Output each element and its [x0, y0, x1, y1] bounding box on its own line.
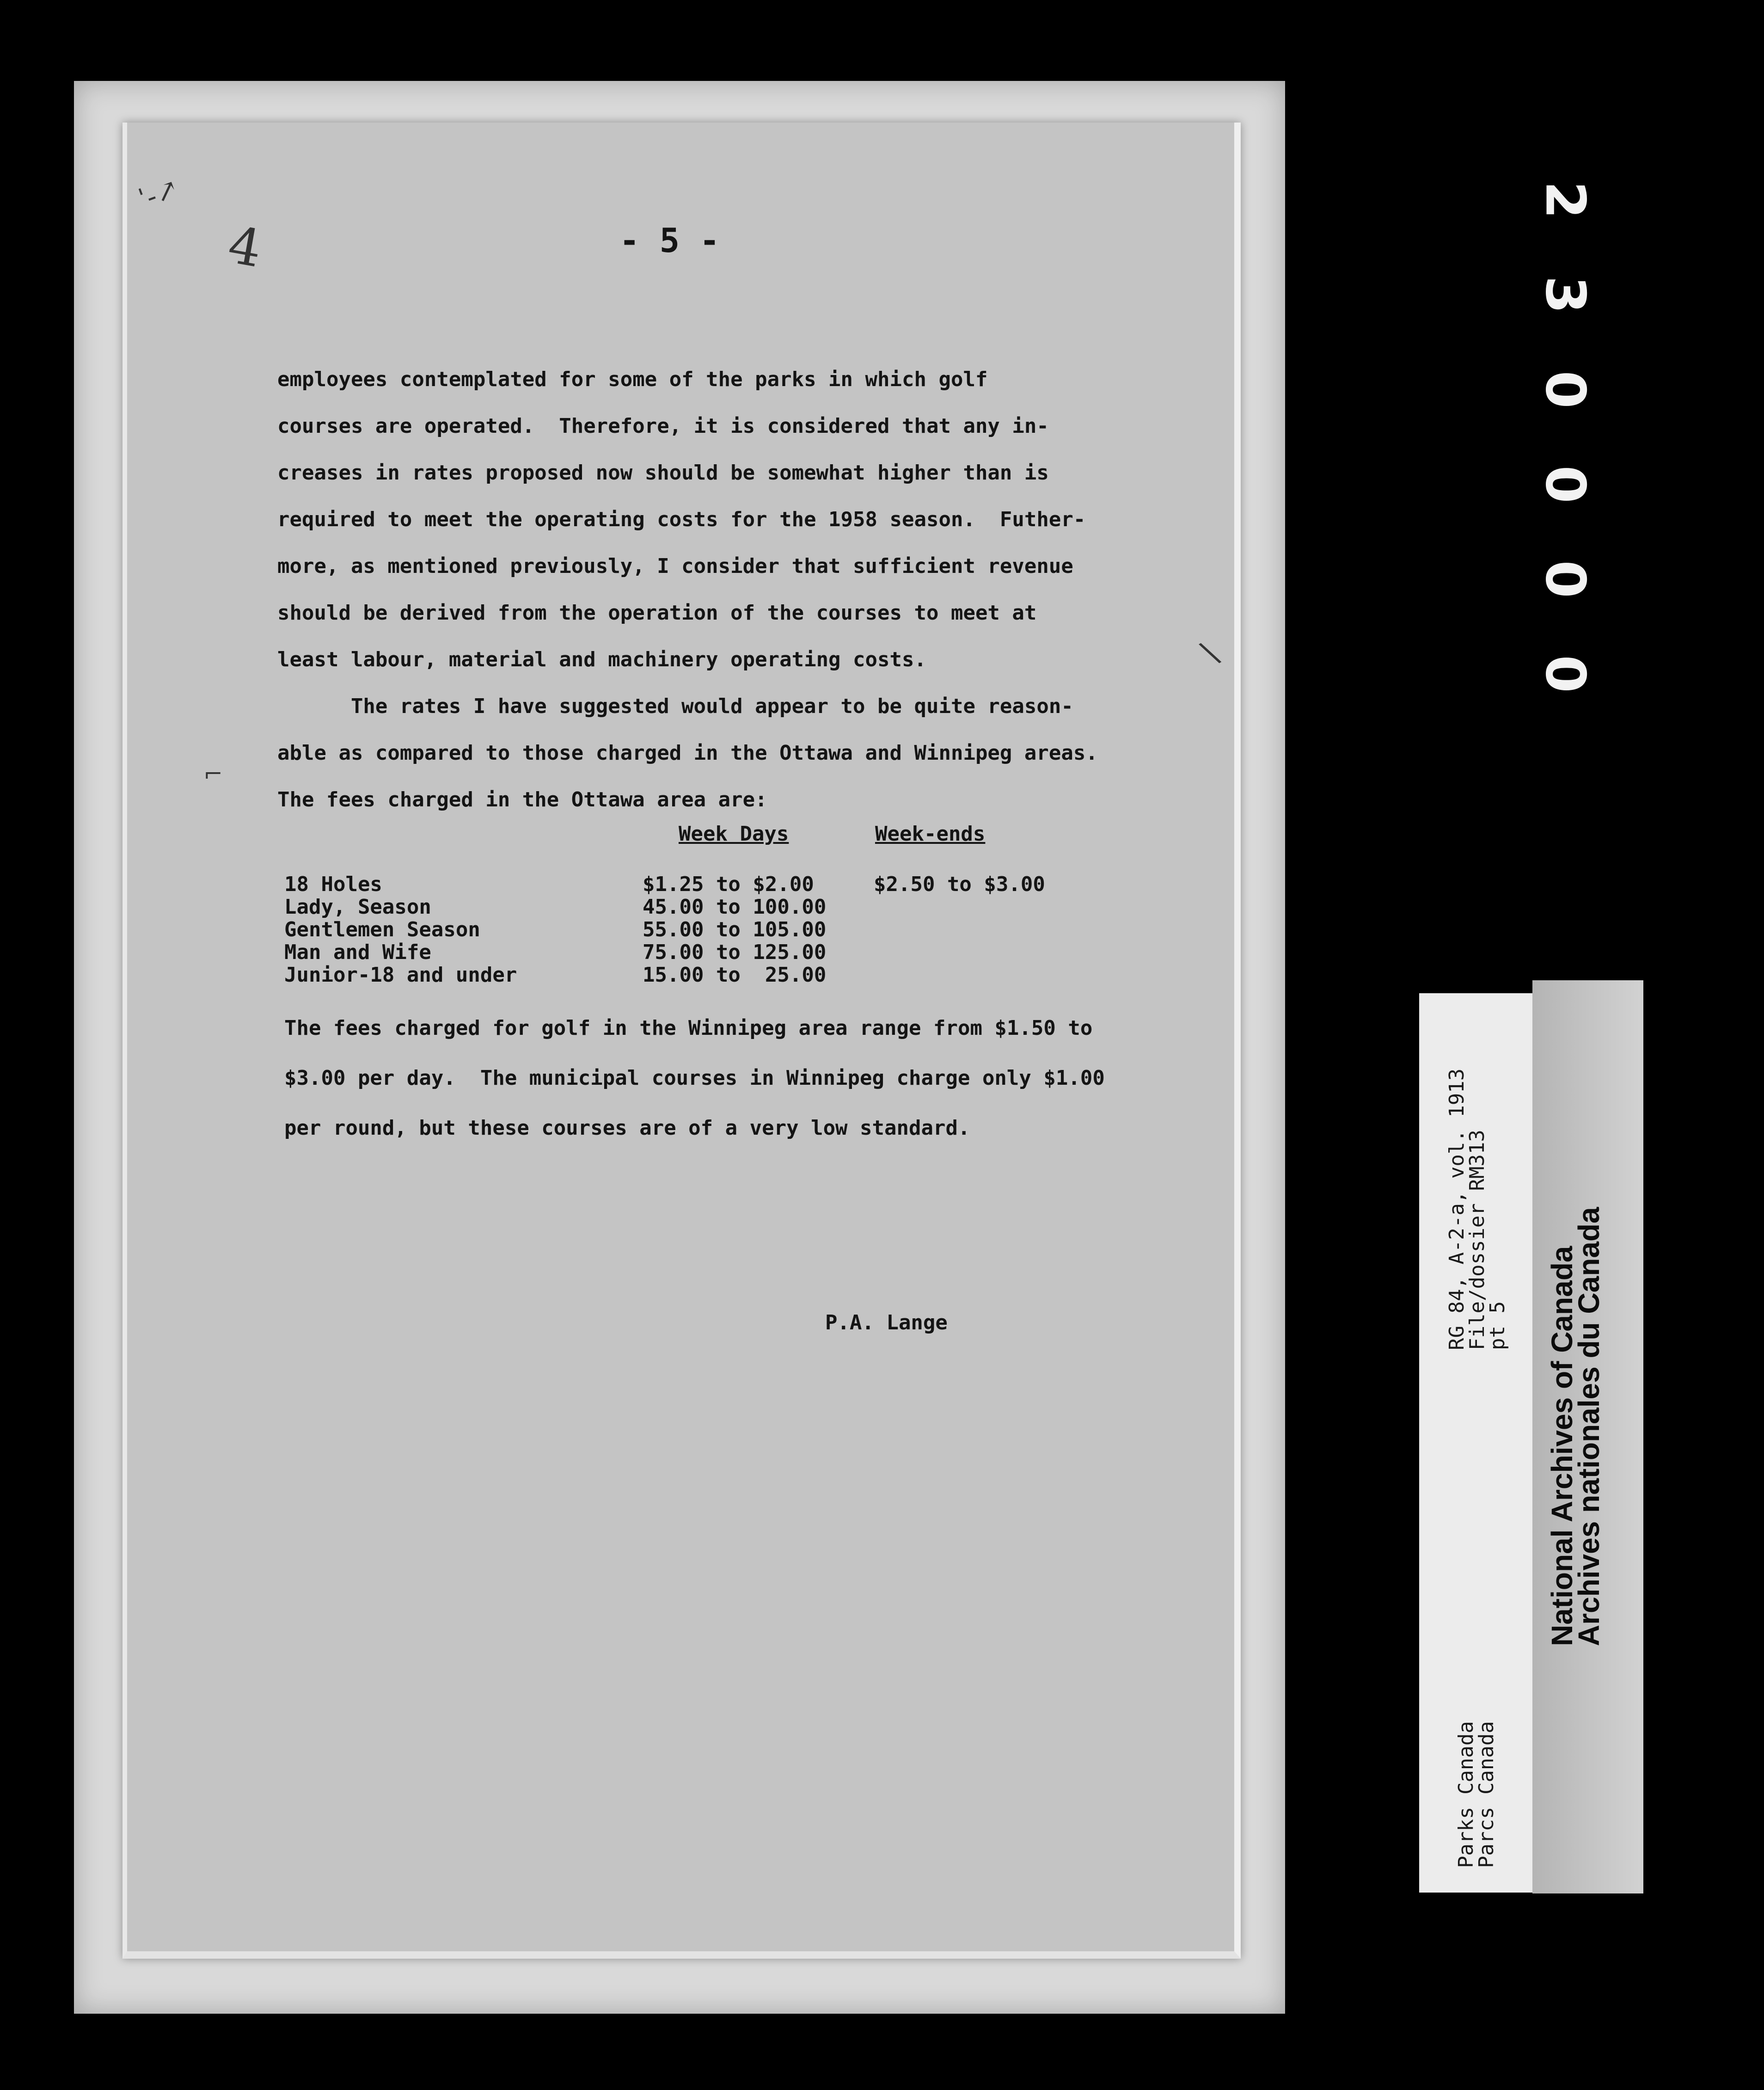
fee-week-ends: $2.50 to $3.00: [874, 873, 1045, 896]
text-line: least labour, material and machinery operating costs.: [277, 648, 926, 671]
closing-paragraph: [284, 1003, 1278, 1153]
fee-item: Junior-18 and under: [284, 963, 517, 987]
reference-line: RG 84, A-2-a, vol. 1913: [1445, 1068, 1469, 1350]
text-line: required to meet the operating costs for the 1958 season. Futher-: [277, 508, 1086, 531]
fee-item: Lady, Season: [284, 895, 431, 919]
institution-line: Archives nationales du Canada: [1572, 1207, 1605, 1646]
archive-reference: [1447, 1069, 1508, 1350]
handwritten-page-mark: 4: [224, 215, 266, 279]
text-line: courses are operated. Therefore, it is considered that any in-: [277, 414, 1049, 438]
agency-line: Parks Canada: [1454, 1721, 1478, 1868]
text-line: The rates I have suggested would appear to be quite reason-: [277, 695, 1073, 718]
fee-week-ends: [874, 941, 1045, 964]
table-row: [284, 964, 1045, 986]
page-number: - 5 -: [619, 221, 720, 260]
text-line: creases in rates proposed now should be somewhat higher than is: [277, 461, 1049, 485]
text-line: per round, but these courses are of a very low standard.: [284, 1116, 970, 1140]
text-line: employees contemplated for some of the parks in which golf: [277, 368, 988, 391]
fee-week-ends: [874, 918, 1045, 941]
film-frame-code: [1509, 153, 1598, 721]
frame-digit: 0: [1533, 560, 1598, 598]
fee-week-ends: [874, 964, 1045, 986]
text-line: The fees charged in the Ottawa area are:: [277, 788, 767, 811]
table-row: [284, 918, 1045, 941]
reference-line: File/dossier RM313: [1465, 1130, 1489, 1350]
frame-digit: 3: [1533, 276, 1598, 314]
reference-line: pt 5: [1486, 1301, 1509, 1350]
frame-digit: 0: [1533, 370, 1598, 409]
agency-name: [1456, 1721, 1497, 1868]
fee-week-days: 75.00 to 125.00: [643, 940, 827, 964]
pencil-mark: ˈ‑↗: [134, 172, 184, 216]
fee-item: Man and Wife: [284, 940, 431, 964]
text-line: The fees charged for golf in the Winnipeg area range from $1.50 to: [284, 1016, 1093, 1040]
frame-digit: 0: [1533, 465, 1598, 504]
frame-digit: 0: [1533, 655, 1598, 693]
text-line: should be derived from the operation of the courses to meet at: [277, 601, 1037, 625]
fee-item: Gentlemen Season: [284, 918, 480, 941]
fee-item: 18 Holes: [284, 873, 382, 896]
table-row: [284, 896, 1045, 918]
signature: P.A. Lange: [825, 1311, 948, 1334]
pencil-mark: \: [1195, 633, 1224, 672]
fee-week-days: 55.00 to 105.00: [643, 918, 827, 941]
pencil-mark: ⌐: [203, 761, 223, 787]
body-paragraph: [277, 356, 1271, 823]
fee-header-week-days: Week Days: [679, 822, 789, 846]
table-row: [284, 873, 1045, 896]
frame-digit: 2: [1533, 181, 1598, 219]
fee-week-days: $1.25 to $2.00: [643, 873, 814, 896]
institution-name: [1545, 1207, 1605, 1646]
text-line: able as compared to those charged in the Ottawa and Winnipeg areas.: [277, 741, 1098, 765]
agency-line: Parcs Canada: [1475, 1721, 1498, 1868]
institution-line: National Archives of Canada: [1545, 1246, 1579, 1646]
text-line: more, as mentioned previously, I consider that sufficient revenue: [277, 554, 1073, 578]
fee-table: [284, 873, 1045, 986]
fee-week-ends: [874, 896, 1045, 918]
fee-header-week-ends: Week-ends: [875, 822, 986, 846]
table-row: [284, 941, 1045, 964]
text-line: $3.00 per day. The municipal courses in Winnipeg charge only $1.00: [284, 1066, 1105, 1090]
fee-week-days: 15.00 to 25.00: [643, 963, 827, 987]
fee-week-days: 45.00 to 100.00: [643, 895, 827, 919]
